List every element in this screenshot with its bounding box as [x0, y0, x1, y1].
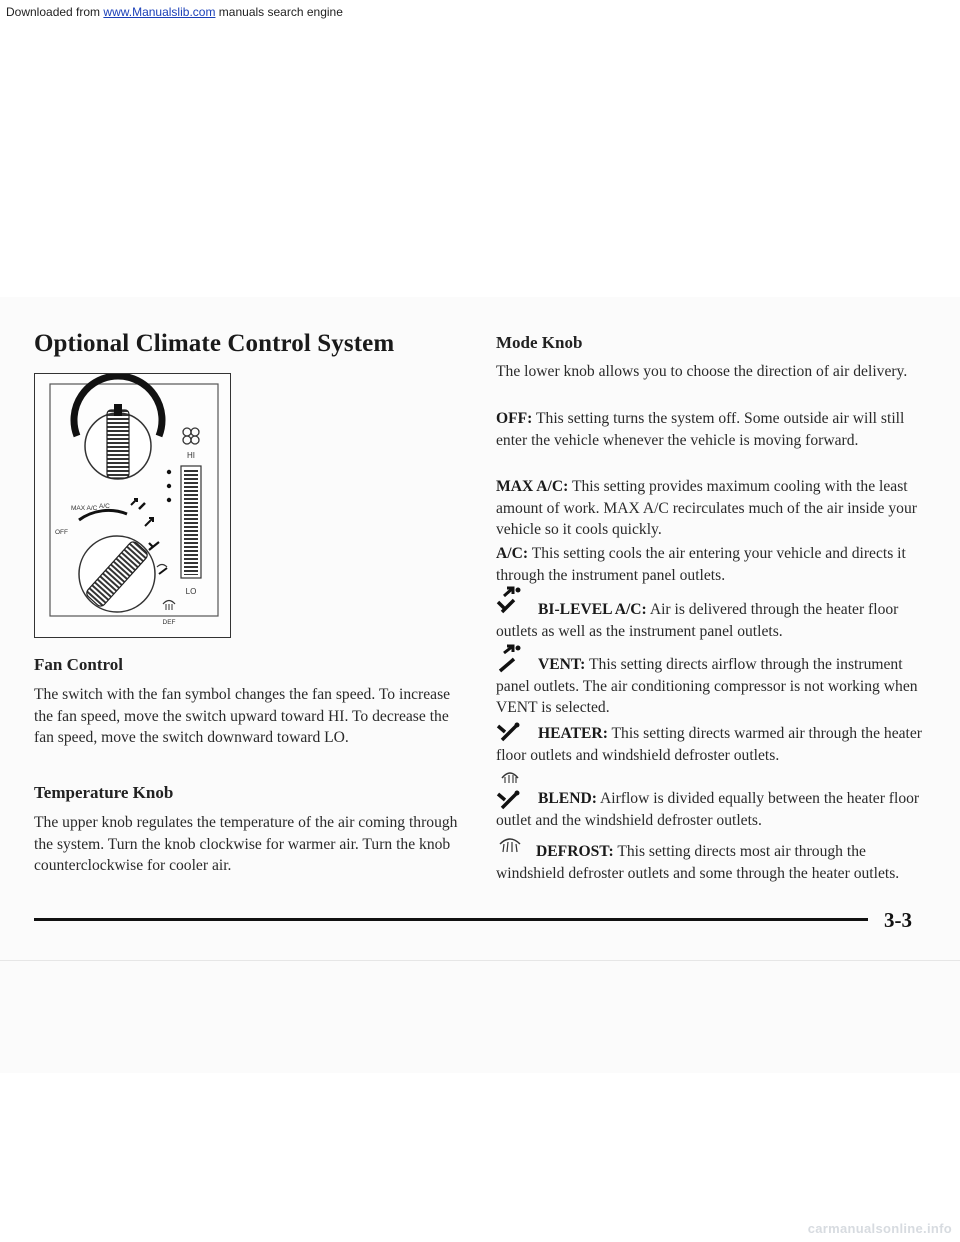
- mode-item-text: This setting directs warmed air through the heater floor outlets and windshield defroster outlets.: [496, 725, 922, 764]
- mode-item-label: BLEND:: [538, 790, 597, 807]
- mode-item-text: Air is delivered through the heater floor outlets as well as the instrument panel outlets.: [496, 601, 899, 640]
- temperature-knob-heading: Temperature Knob: [34, 783, 174, 802]
- download-note-suffix: manuals search engine: [218, 5, 343, 19]
- mode-item-text: This setting directs most air through the windshield defroster outlets and some through the heater outlets.: [496, 843, 900, 882]
- mode-item-label: BI-LEVEL A/C:: [538, 601, 647, 618]
- fan-control-heading: Fan Control: [34, 655, 123, 674]
- mode-label-off: OFF: [55, 529, 68, 536]
- defrost-label: DEF: [162, 619, 176, 626]
- scan-edge-line: [0, 960, 960, 961]
- mode-item-label: A/C:: [496, 545, 529, 562]
- blend-icon: [157, 565, 167, 575]
- fan-switch[interactable]: [181, 428, 201, 596]
- fan-hi-label: HI: [187, 451, 195, 460]
- footer-rule: [34, 918, 868, 921]
- page-number: 3-3: [884, 908, 912, 932]
- mode-knob[interactable]: [79, 536, 155, 612]
- mode-knob-intro: The lower knob allows you to choose the direction of air delivery.: [496, 363, 908, 380]
- climate-control-illustration: [35, 374, 232, 639]
- fan-lo-label: LO: [185, 587, 197, 596]
- download-note: [6, 5, 343, 19]
- mode-item-label: OFF:: [496, 410, 533, 427]
- heater-icon: [149, 542, 159, 550]
- mode-item-blend: [496, 788, 936, 831]
- mode-item-max-ac: [496, 476, 936, 541]
- mode-label-max-ac: MAX A/C: [71, 505, 98, 512]
- mode-item-label: HEATER:: [538, 725, 608, 742]
- mode-item-text: Airflow is divided equally between the heater floor outlet and the windshield defroster outlets.: [496, 790, 920, 829]
- temperature-knob-text: The upper knob regulates the temperature of the air coming through the system. Turn the knob clockwise for warmer air. Turn the knob counterclockwise for cooler air.: [34, 814, 458, 874]
- mode-item-label: DEFROST:: [536, 843, 614, 860]
- mode-item-ac: [496, 543, 936, 586]
- mode-item-label: VENT:: [538, 656, 586, 673]
- fan-icon: [183, 428, 199, 444]
- mode-item-vent: [496, 654, 936, 719]
- mode-item-label: MAX A/C:: [496, 478, 569, 495]
- mode-item-text: This setting provides maximum cooling with the least amount of work. MAX A/C recirculates much of the air inside your vehicle so it cools quickly.: [496, 478, 917, 538]
- mode-item-text: This setting directs airflow through the instrument panel outlets. The air conditioning compressor is not working when VENT is selected.: [496, 656, 918, 716]
- defrost-icon: [163, 601, 175, 611]
- bilevel-icon: [131, 499, 145, 509]
- mode-item-defrost: [496, 841, 936, 884]
- climate-control-figure: [34, 373, 231, 638]
- mode-item-heater: [496, 723, 936, 766]
- vent-icon: [145, 518, 153, 526]
- download-note-prefix: Downloaded from: [6, 5, 101, 19]
- page-title: Optional Climate Control System: [34, 330, 395, 357]
- fan-control-text: The switch with the fan symbol changes the fan speed. To increase the fan speed, move the switch upward toward HI. To decrease the fan speed, move the switch downward toward LO.: [34, 686, 451, 746]
- mode-item-off: [496, 408, 936, 451]
- mode-item-text: This setting turns the system off. Some outside air will still enter the vehicle whenever the vehicle is moving forward.: [496, 410, 905, 449]
- temperature-knob[interactable]: [74, 376, 162, 479]
- mode-item-text: This setting cools the air entering your vehicle and directs it through the instrument panel outlets.: [496, 545, 906, 584]
- mode-knob-heading: Mode Knob: [496, 333, 583, 352]
- mode-label-ac: A/C: [99, 503, 110, 510]
- manualslib-link[interactable]: www.Manualslib.com: [103, 5, 216, 19]
- mode-item-bilevel: [496, 599, 936, 642]
- watermark: carmanualsonline.info: [807, 1221, 952, 1236]
